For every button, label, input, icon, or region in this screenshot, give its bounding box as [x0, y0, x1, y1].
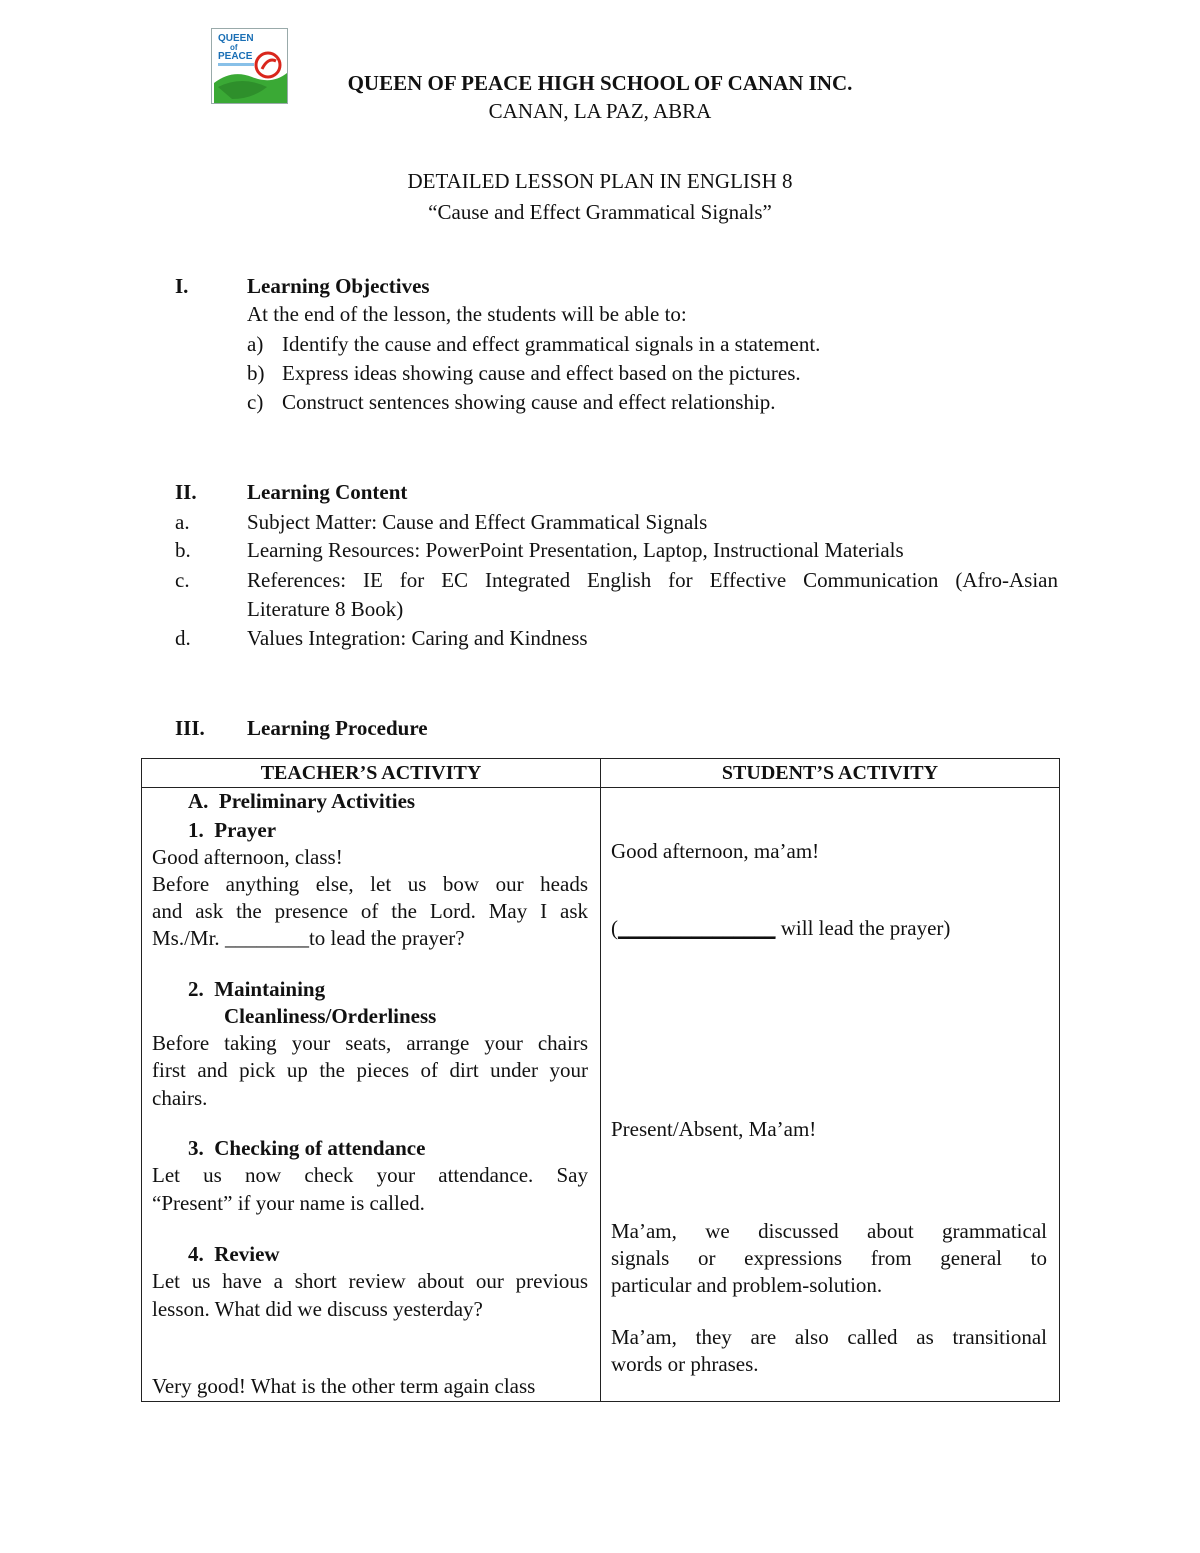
student-transition-line: words or phrases.	[611, 1352, 759, 1376]
prayer-leader-text: will lead the prayer)	[775, 916, 951, 940]
objectives-heading: Learning Objectives	[247, 274, 430, 298]
teacher-activity-cell	[142, 788, 601, 1402]
content-heading: Learning Content	[247, 480, 408, 504]
student-review-line: signals or expressions from general to	[611, 1246, 1047, 1270]
content-marker: b.	[175, 538, 191, 562]
prayer-paren: (	[611, 916, 618, 940]
content-marker: c.	[175, 568, 190, 592]
content-item: Values Integration: Caring and Kindness	[247, 626, 588, 650]
objective-text: Express ideas showing cause and effect based on the pictures.	[282, 361, 801, 385]
objectives-intro: At the end of the lesson, the students will be able to:	[247, 302, 687, 326]
objective-text: Construct sentences showing cause and effect relationship.	[282, 390, 776, 414]
plan-title: DETAILED LESSON PLAN IN ENGLISH 8	[407, 169, 793, 193]
content-item: Subject Matter: Cause and Effect Grammatical Signals	[247, 510, 708, 534]
attendance-title: 3. Checking of attendance	[188, 1136, 426, 1160]
cleanliness-line: chairs.	[152, 1086, 208, 1110]
content-numeral: II.	[175, 480, 197, 504]
school-address: CANAN, LA PAZ, ABRA	[488, 99, 712, 123]
objective-marker: c)	[247, 390, 264, 414]
content-item: References: IE for EC Integrated English for Effective Communication (Afro-Asian	[247, 568, 1058, 592]
followup-question: Very good! What is the other term again class	[152, 1374, 536, 1398]
student-review-line: Ma’am, we discussed about grammatical	[611, 1219, 1047, 1243]
student-review-line: particular and problem-solution.	[611, 1273, 883, 1297]
objectives-numeral: I.	[175, 274, 189, 298]
prayer-blank: ________	[224, 926, 309, 950]
student-greeting: Good afternoon, ma’am!	[611, 839, 820, 863]
school-name: QUEEN OF PEACE HIGH SCHOOL OF CANAN INC.	[347, 71, 853, 95]
prayer-line: Good afternoon, class!	[152, 845, 343, 869]
review-title: 4. Review	[188, 1242, 280, 1266]
logo-word-3: PEACE	[218, 51, 253, 62]
content-item: Learning Resources: PowerPoint Presentation, Laptop, Instructional Materials	[247, 538, 904, 562]
procedure-table	[141, 758, 1060, 1402]
procedure-heading: Learning Procedure	[247, 716, 428, 740]
student-column-header: STUDENT’S ACTIVITY	[601, 759, 1060, 788]
student-activity-cell	[601, 788, 1060, 1402]
prayer-leader-blank: _______________	[618, 916, 776, 940]
objective-marker: a)	[247, 332, 264, 356]
cleanliness-line: first and pick up the pieces of dirt under your	[152, 1058, 588, 1082]
cleanliness-line: Before taking your seats, arrange your chairs	[152, 1031, 588, 1055]
prayer-line: Before anything else, let us bow our heads	[152, 872, 588, 896]
student-attendance: Present/Absent, Ma’am!	[611, 1117, 817, 1141]
procedure-numeral: III.	[175, 716, 205, 740]
prayer-suffix: to lead the prayer?	[308, 926, 465, 950]
objective-text: Identify the cause and effect grammatical signals in a statement.	[282, 332, 821, 356]
prayer-title: 1. Prayer	[188, 818, 277, 842]
logo-word-1: QUEEN	[218, 33, 254, 44]
content-marker: d.	[175, 626, 191, 650]
prayer-request-line	[152, 926, 465, 951]
teacher-column-header: TEACHER’S ACTIVITY	[142, 759, 601, 788]
objective-marker: b)	[247, 361, 265, 385]
content-item-continued: Literature 8 Book)	[247, 597, 404, 621]
attendance-line: Let us now check your attendance. Say	[152, 1163, 588, 1187]
cleanliness-title: 2. Maintaining	[188, 977, 326, 1001]
attendance-line: “Present” if your name is called.	[152, 1191, 425, 1215]
section-a-title: A. Preliminary Activities	[188, 789, 416, 813]
review-line: lesson. What did we discuss yesterday?	[152, 1297, 483, 1321]
student-transition-line: Ma’am, they are also called as transitional	[611, 1325, 1047, 1349]
logo-word-2: of	[230, 43, 238, 52]
content-marker: a.	[175, 510, 190, 534]
student-prayer-leader	[611, 916, 950, 941]
prayer-line: and ask the presence of the Lord. May I ask	[152, 899, 588, 923]
lesson-topic: “Cause and Effect Grammatical Signals”	[428, 200, 772, 224]
review-line: Let us have a short review about our previous	[152, 1269, 588, 1293]
prayer-prefix: Ms./Mr.	[152, 926, 225, 950]
cleanliness-title-continued: Cleanliness/Orderliness	[224, 1004, 437, 1028]
